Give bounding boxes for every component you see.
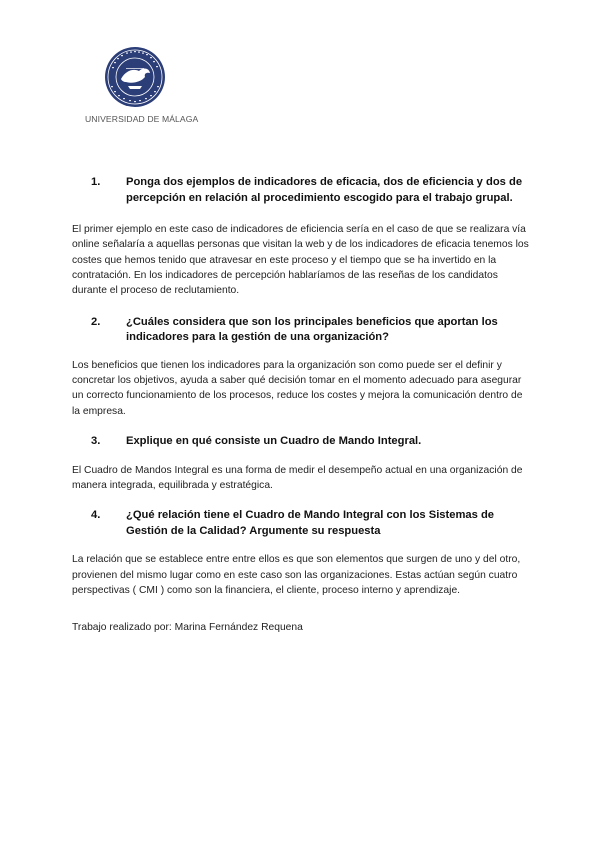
question-4 bbox=[72, 508, 530, 539]
question-number: 4. bbox=[91, 509, 101, 522]
question-number: 2. bbox=[91, 315, 101, 328]
answer-4: La relación que se establece entre entre ellos es que son elementos que surgen de uno y del otro, provienen del mismo lugar como en este caso son las organizaciones. Estas actúan según cuatro perspectivas ( CMI ) como son la financiera, el cliente, proceso interno y aprendizaje. bbox=[72, 554, 521, 597]
answer-1: El primer ejemplo en este caso de indicadores de eficiencia sería en el caso de que se realizara vía online señalaría a aquellas personas que visitan la web y de los indicadores de eficacia tenemos los costes que hemos tenido que atravesar en este proceso y el tiempo que se ha invertido en la contratación. En los indicadores de percepción hablaríamos de las reseñas de los candidatos durante el proceso de reclutamiento. bbox=[72, 224, 529, 297]
question-number: 1. bbox=[91, 176, 101, 188]
question-text: ¿Cuáles considera que son los principales beneficios que aportan los indicadores para la gestión de una organización? bbox=[126, 315, 498, 344]
question-3 bbox=[72, 434, 530, 450]
question-text: Explique en qué consiste un Cuadro de Mando Integral. bbox=[126, 435, 422, 448]
answer-3: El Cuadro de Mandos Integral es una forma de medir el desempeño actual en una organización de manera integrada, equilibrada y estratégica. bbox=[72, 464, 523, 491]
question-text: Ponga dos ejemplos de indicadores de eficacia, dos de eficiencia y dos de percepción en relación al procedimiento escogido para el trabajo grupal. bbox=[126, 176, 523, 204]
question-text: ¿Qué relación tiene el Cuadro de Mando Integral con los Sistemas de Gestión de la Calidad? Argumente su respuesta bbox=[126, 509, 495, 537]
answer-2: Los beneficios que tienen los indicadores para la organización son como puede ser el definir y concretar los objetivos, ayuda a saber qué decisión tomar en el momento adecuado para asegurar un correcto funcionamiento de los procesos, reduce los costes y mejora la comunicación dentro de la empresa. bbox=[72, 359, 523, 417]
question-number: 3. bbox=[91, 435, 101, 448]
question-2 bbox=[72, 315, 530, 346]
document-body bbox=[72, 175, 530, 598]
question-1 bbox=[72, 175, 530, 206]
university-logo bbox=[104, 46, 166, 108]
university-name: UNIVERSIDAD DE MÁLAGA bbox=[85, 114, 199, 124]
author-credit: Trabajo realizado por: Marina Fernández Requena bbox=[72, 622, 303, 633]
